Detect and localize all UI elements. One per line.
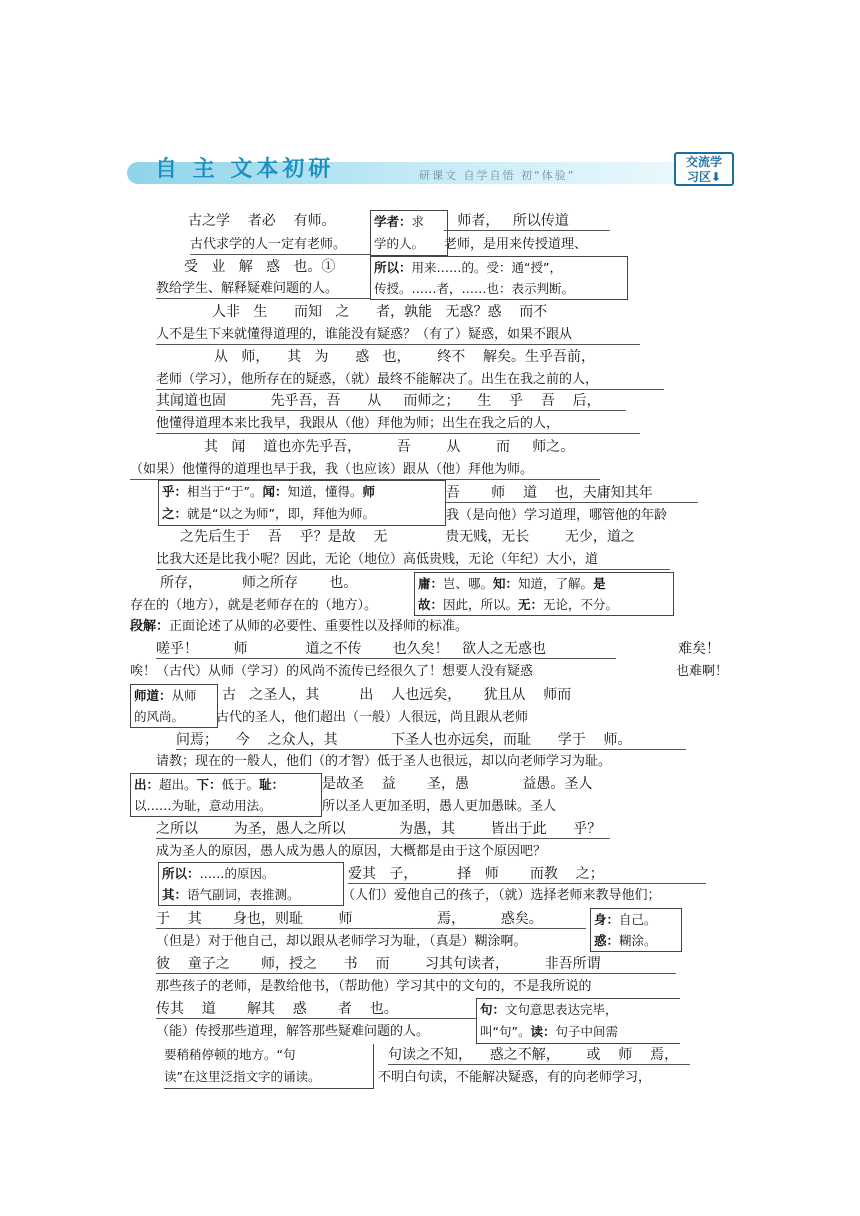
note-label: 是	[593, 576, 606, 591]
note-label: 庸：	[418, 576, 444, 591]
translation-text: 成为圣人的原因，愚人成为愚人的原因，大概都是由于这个原因吧？	[156, 844, 547, 859]
banner-title: 自 主 文本初研	[155, 157, 335, 182]
note-yong-zhi-gu-wu	[414, 572, 674, 616]
note-text: 的风尚。	[134, 709, 185, 724]
note-label: 下：	[196, 777, 222, 792]
note-label: 闻：	[262, 484, 288, 499]
original-text: 爱其 子， 择 师 而教 之；	[348, 865, 706, 884]
original-text: 人非 生 而知 之 者，孰能 无惑？惑 而不	[212, 304, 548, 320]
original-text: 从 师， 其 为 惑 也， 终不 解矣。生乎吾前，	[214, 349, 596, 365]
note-text: 叫“句”。	[480, 1024, 531, 1039]
note-text: 传授。……者，……也：表示判断。	[374, 281, 575, 296]
note-label: 之：	[162, 506, 188, 521]
original-text: 句读之不知， 惑之不解， 或 师 焉，	[388, 1046, 690, 1065]
translation-text: 那些孩子的老师，是教给他书，（帮助他）学习其中的文句的，不是我所说的	[156, 979, 592, 994]
note-text: 语气副词，表推测。	[187, 887, 300, 902]
original-text: 彼 童子之 师，授之 书 而 习其句读者， 非吾所谓	[156, 955, 676, 974]
original-text: 之先后生于 吾 乎？是故 无 贵无贱，无长 无少，道之	[180, 529, 635, 545]
translation-text: 古代求学的人一定有老师。	[190, 236, 370, 255]
note-suoyi	[370, 256, 628, 300]
translation-text: （但是）对于他自己，却以跟从老师学习为耻，（真是）糊涂啊。	[156, 934, 527, 949]
note-text: ……的原因。	[199, 866, 275, 881]
original-text: 古 之圣人，其 出 人也远矣， 犹且从 师而	[222, 687, 572, 703]
note-text: 句子中间需	[555, 1024, 618, 1039]
note-text: 因此，所以。	[443, 597, 519, 612]
note-ju-du	[476, 998, 680, 1044]
note-chu-xia-chi	[130, 773, 322, 817]
note-text: 就是“以之为师”，即，拜他为师。	[187, 506, 375, 521]
translation-text: 老师，是用来传授道理、	[444, 237, 588, 252]
translation-text: （能）传授那些道理，解答那些疑难问题的人。	[156, 1024, 430, 1039]
note-text: 糊涂。	[619, 933, 657, 948]
note-text: 知道，了解。	[518, 576, 594, 591]
note-label: 出：	[134, 777, 160, 792]
original-text: 于 其 身也，则耻 师 焉， 惑矣。	[156, 910, 586, 929]
note-label: 乎：	[162, 484, 188, 499]
note-text: 求	[411, 214, 425, 229]
original-text: 传其 道 解其 惑 者 也。	[156, 1000, 476, 1019]
note-shidao	[130, 684, 218, 728]
original-text: 吾 师 道 也，夫庸知其年	[446, 484, 698, 503]
note-text: 岂、哪。	[443, 576, 494, 591]
note-text: 从师	[171, 688, 197, 703]
note-label: 故：	[418, 597, 444, 612]
original-text: 难矣！	[678, 641, 720, 657]
original-text: 所存， 师之所存 也。	[160, 575, 358, 591]
note-label: 所以：	[374, 260, 412, 275]
section-banner	[127, 152, 737, 188]
note-label: 耻：	[259, 777, 285, 792]
translation-text: 存在的（地方），就是老师存在的（地方）。	[130, 598, 378, 613]
note-label: 学者：	[374, 214, 412, 229]
note-label: 读：	[530, 1024, 556, 1039]
exchange-label-line2: 习区⬇	[686, 170, 722, 184]
note-text: 知道，懂得。	[287, 484, 363, 499]
note-label: 所以：	[162, 866, 200, 881]
original-text: 是故圣 益 圣，愚 益愚。圣人	[322, 776, 593, 792]
original-text: 古之学 者必 有师。	[188, 213, 336, 229]
translation-text: （如果）他懂得的道理也早于我，我（也应该）跟从（他）拜他为师。	[130, 461, 600, 480]
note-hu-wen-zhi	[158, 480, 446, 526]
note-label: 句：	[480, 1002, 506, 1017]
note-text: 自己。	[619, 912, 657, 927]
original-text: 之所以 为圣，愚人之所以 为愚，其 皆出于此 乎？	[156, 820, 610, 839]
note-text: 用来……的。受：通“授”，	[411, 260, 562, 275]
note-label: 身：	[594, 912, 620, 927]
note-text: 超出。	[159, 777, 197, 792]
original-text: 其闻道也固 先乎吾，吾 从 而师之； 生 乎 吾 后，	[156, 392, 626, 411]
note-text: 低于。	[221, 777, 260, 792]
translation-text: 我（是向他）学习道理，哪管他的年龄	[446, 508, 668, 523]
note-text: 学的人。	[374, 236, 425, 251]
translation-text: 教给学生、解释疑难问题的人。	[156, 280, 370, 299]
note-label: 师道：	[134, 688, 172, 703]
translation-text: 他懂得道理本来比我早，我跟从（他）拜他为师；出生在我之后的人，	[156, 415, 640, 434]
note-label: 师	[362, 484, 376, 499]
note-suoyi-qi	[158, 862, 344, 906]
note-text: 无论，不分。	[543, 597, 619, 612]
original-text: 嗟乎！ 师 道之不传 也久矣！ 欲人之无惑也	[156, 640, 616, 659]
translation-text: （人们）爱他自己的孩子，（就）选择老师来教导他们；	[342, 888, 661, 903]
note-text: 以……为耻，意动用法。	[134, 798, 272, 813]
note-label: 惑：	[594, 933, 620, 948]
note-text: 要稍稍停顿的地方。“句	[164, 1047, 296, 1062]
note-label: 其：	[162, 887, 188, 902]
exchange-area-button[interactable]	[674, 152, 734, 186]
exchange-label-line1: 交流学	[685, 155, 722, 169]
original-text: 受 业 解 惑 也。①	[184, 259, 336, 275]
original-text: 其 闻 道也亦先乎吾， 吾 从 而 师之。	[204, 439, 575, 455]
banner-subtitle: 研课文 自学自悟 初“体验”	[419, 169, 576, 182]
note-shen-huo	[590, 908, 682, 952]
translation-text: 古代的圣人，他们超出（一般）人很远，尚且跟从老师	[216, 710, 529, 725]
translation-text: 所以圣人更加圣明，愚人更加愚昧。圣人	[322, 799, 557, 814]
paragraph-summary	[130, 618, 468, 636]
note-text: 文句意思表达完毕，	[505, 1002, 618, 1017]
original-text: 师者， 所以传道	[444, 212, 610, 231]
translation-text: 请教；现在的一般人，他们（的才智）低于圣人也很远，却以向老师学习为耻。	[156, 754, 612, 769]
translation-text: 人不是生下来就懂得道理的，谁能没有疑惑？（有了）疑惑，如果不跟从	[156, 326, 640, 345]
translation-text: 比我大还是比我小呢？因此，无论（地位）高低贵贱，无论（年纪）大小，道	[156, 551, 670, 570]
note-du-cont	[164, 1044, 374, 1089]
note-text: 读”在这里泛指文字的诵读。	[164, 1069, 321, 1084]
translation-text: 唉！（古代）从师（学习）的风尚不流传已经很久了！想要人没有疑惑	[130, 664, 534, 679]
note-label: 无：	[518, 597, 544, 612]
original-text: 问焉； 今 之众人，其 下圣人也亦远矣，而耻 学于 师。	[176, 731, 686, 750]
translation-text: 不明白句读，不能解决疑惑，有的向老师学习，	[378, 1070, 652, 1085]
summary-label: 段解：	[130, 619, 170, 634]
note-xuezhe	[370, 210, 448, 256]
note-label: 知：	[493, 576, 519, 591]
translation-text: 老师（学习），他所存在的疑惑，（就）最终不能解决了。出生在我之前的人，	[156, 371, 664, 390]
translation-text: 也难啊！	[676, 664, 729, 679]
note-text: 相当于“于”。	[187, 484, 263, 499]
summary-text: 正面论述了从师的必要性、重要性以及择师的标准。	[169, 619, 469, 634]
